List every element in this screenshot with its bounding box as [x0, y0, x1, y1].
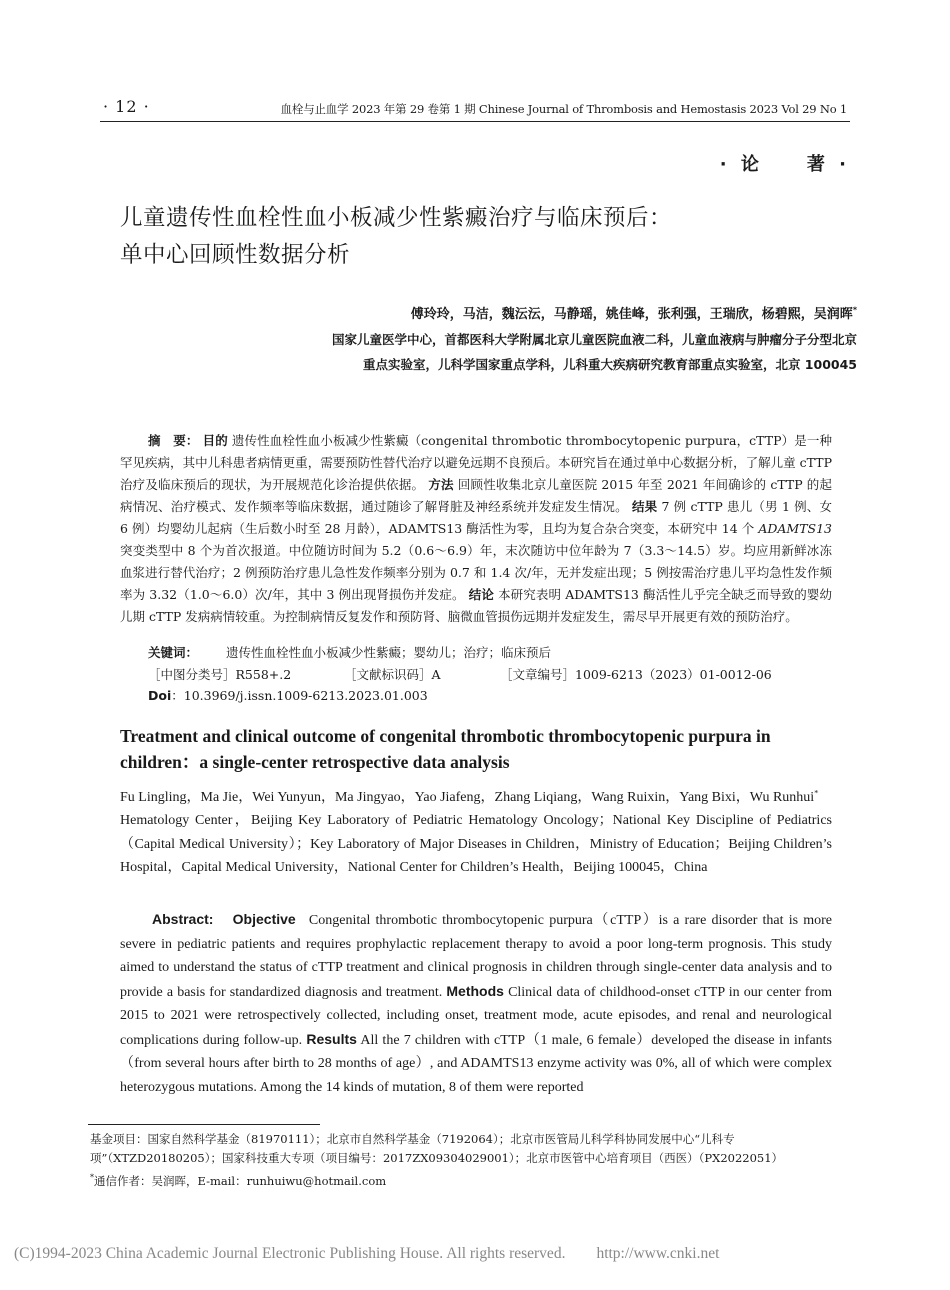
results-text-cn-a: 7 例 cTTP 患儿（男 1 例、女 6 例）均婴幼儿起病（生后数小时至 28 月龄），ADAMTS13 酶活性为零，且均为复合杂合突变，本研究中 14 个	[120, 499, 832, 536]
results-label-cn: 结果	[631, 499, 658, 514]
results-text-cn-b: 突变类型中 8 个为首次报道。中位随访时间为 5.2（0.6～6.9）年，末次随访中位年龄为 7（3.3～14.5）岁。均应用新鲜冰冻血浆进行替代治疗；2 例预防治疗患儿急性发作频率分别为 0.7 和 1.4 次/年，无并发症出现；5 例按需治疗患儿平均急性发作频率为 3.32（1.0～6.0）次/年，其中 3 例出现肾损伤并发症。	[120, 543, 832, 602]
results-text-en: All the 7 children with cTTP（1 male, 6 female）developed the disease in infants（from several hours after birth to 28 months of age）, and ADAMTS13 enzyme activity was 0%, all of which were complex heterozygous mutations. Among the 14 kinds of mutation, 8 of them were reported	[120, 1032, 832, 1095]
authors-cn	[411, 303, 857, 322]
title-en	[120, 723, 840, 775]
clc-number: ［中图分类号］R558+.2	[148, 667, 292, 682]
results-gene-cn: ADAMTS13	[758, 521, 832, 536]
doi-value: ：10.3969/j.issn.1009-6213.2023.01.003	[171, 688, 428, 703]
objective-text-cn: 遗传性血栓性血小板减少性紫癜（congenital thrombotic thrombocytopenic purpura，cTTP）是一种罕见疾病，其中儿科患者病情更重，需要预防性替代治疗以避免远期不良预后。本研究旨在通过单中心数据分析，了解儿童 cTTP 治疗及临床预后的现状，为开展规范化诊治提供依据。	[120, 433, 832, 492]
corresponding-mark: *	[852, 305, 857, 315]
keywords-cn	[148, 643, 551, 661]
keywords-cn-label: 关键词：	[148, 645, 199, 660]
objective-text-en: Congenital thrombotic thrombocytopenic purpura（cTTP）is a rare disorder that is more severe in pediatric patients and requires prophylactic replacement therapy to avoid a poor long-term prognosis. This study aimed to understand the status of cTTP treatment and clinical prognosis in children through single-center data analysis and to provide a basis for standardized diagnosis and treatment.	[120, 913, 833, 1000]
authors-cn-names: 傅玲玲，马洁，魏沄沄，马静瑶，姚佳峰，张利强，王瑞欣，杨碧熙，吴润晖	[410, 307, 853, 322]
results-label-en: Results	[306, 1030, 357, 1047]
corresponding-note-mark: *	[90, 1173, 94, 1182]
copyright-watermark: (C)1994-2023 China Academic Journal Electronic Publishing House. All rights reserved. http://www.cnki.net	[14, 1245, 720, 1262]
corresponding-mark-en: *	[814, 788, 819, 798]
footnote-rule	[88, 1124, 320, 1125]
authors-en-names: Fu Lingling，Ma Jie，Wei Yunyun，Ma Jingyao，Yao Jiafeng，Zhang Liqiang，Wang Ruixin，Yang Bixi，Wu Runhui	[120, 790, 815, 805]
header-rule	[100, 121, 850, 122]
page-number: · 12 ·	[103, 97, 150, 116]
abstract-en	[120, 908, 832, 1099]
abstract-cn	[120, 430, 832, 628]
funding-note: 基金项目：国家自然科学基金（81970111）；北京市自然科学基金（7192064）；北京市医管局儿科学科协同发展中心“儿科专项”（XTZD20180205）；国家科技重大专项（项目编号：2017ZX09304029001）；北京市医管中心培育项目（西医）（PX2022051）	[90, 1132, 784, 1165]
document-code: ［文献标识码］A	[344, 667, 441, 682]
title-cn-line1: 儿童遗传性血栓性血小板减少性紫癜治疗与临床预后：	[120, 205, 673, 231]
affiliation-cn-line1: 国家儿童医学中心，首都医科大学附属北京儿童医院血液二科，儿童血液病与肿瘤分子分型北京	[331, 332, 857, 347]
column-label: · 论 著 ·	[719, 154, 850, 175]
affiliation-cn-line2: 重点实验室，儿科学国家重点学科，儿科重大疾病研究教育部重点实验室，北京 100045	[362, 357, 857, 372]
affiliation-cn	[217, 327, 857, 377]
methods-text-en: Clinical data of childhood-onset cTTP in our center from 2015 to 2021 were retrospectively collected, including onset, treatment mode, acute episodes, and renal and neurological complications during follow-up.	[120, 984, 832, 1048]
methods-text-cn: 回顾性收集北京儿童医院 2015 年至 2021 年间确诊的 cTTP 的起病情况、治疗模式、发作频率等临床数据，通过随诊了解肾脏及神经系统并发症发生情况。	[120, 477, 832, 514]
affiliation-en: Hematology Center，Beijing Key Laboratory of Pediatric Hematology Oncology；National Key Discipline of Pediatrics（Capital Medical University）；Key Laboratory of Major Diseases in Children，Ministry of Education；Beijing Children’s Hospital，Capital Medical University，National Center for Children’s Health，Beijing 100045，China	[120, 813, 832, 875]
conclusion-text-cn: 本研究表明 ADAMTS13 酶活性儿乎完全缺乏而导致的婴幼儿期 cTTP 发病病情较重。为控制病情反复发作和预防肾、脑微血管损伤远期并发症发生，需尽早开展更有效的预防治疗。	[120, 587, 832, 624]
objective-label-cn: 目的	[202, 433, 228, 448]
title-en-line1: Treatment and clinical outcome of congenital thrombotic thrombocytopenic purpura in	[120, 726, 771, 746]
footnotes	[90, 1130, 860, 1191]
title-cn	[120, 200, 840, 274]
corresponding-note-text: 通信作者：吴润晖，E-mail：runhuiwu@hotmail.com	[94, 1173, 387, 1188]
corresponding-note	[90, 1168, 860, 1191]
article-number: ［文章编号］1009-6213（2023）01-0012-06	[500, 667, 772, 682]
methods-label-cn: 方法	[428, 477, 454, 492]
keywords-cn-value: 遗传性血栓性血小板减少性紫癜；婴幼儿；治疗；临床预后	[226, 645, 552, 660]
doi	[148, 686, 428, 704]
conclusion-label-cn: 结论	[468, 587, 494, 602]
journal-running-header: 血栓与止血学 2023 年第 29 卷第 1 期 Chinese Journal of Thrombosis and Hemostasis 2023 Vol 29 No 1	[280, 102, 847, 116]
abstract-en-label: Abstract:	[152, 911, 214, 927]
methods-label-en: Methods	[446, 982, 504, 999]
doi-label: Doi	[148, 688, 172, 703]
authors-en	[120, 786, 818, 806]
title-cn-line2: 单中心回顾性数据分析	[120, 242, 351, 268]
title-en-line2: children：a single-center retrospective data analysis	[120, 752, 510, 772]
objective-label-en: Objective	[232, 911, 296, 927]
abstract-cn-label: 摘 要：	[148, 433, 199, 448]
